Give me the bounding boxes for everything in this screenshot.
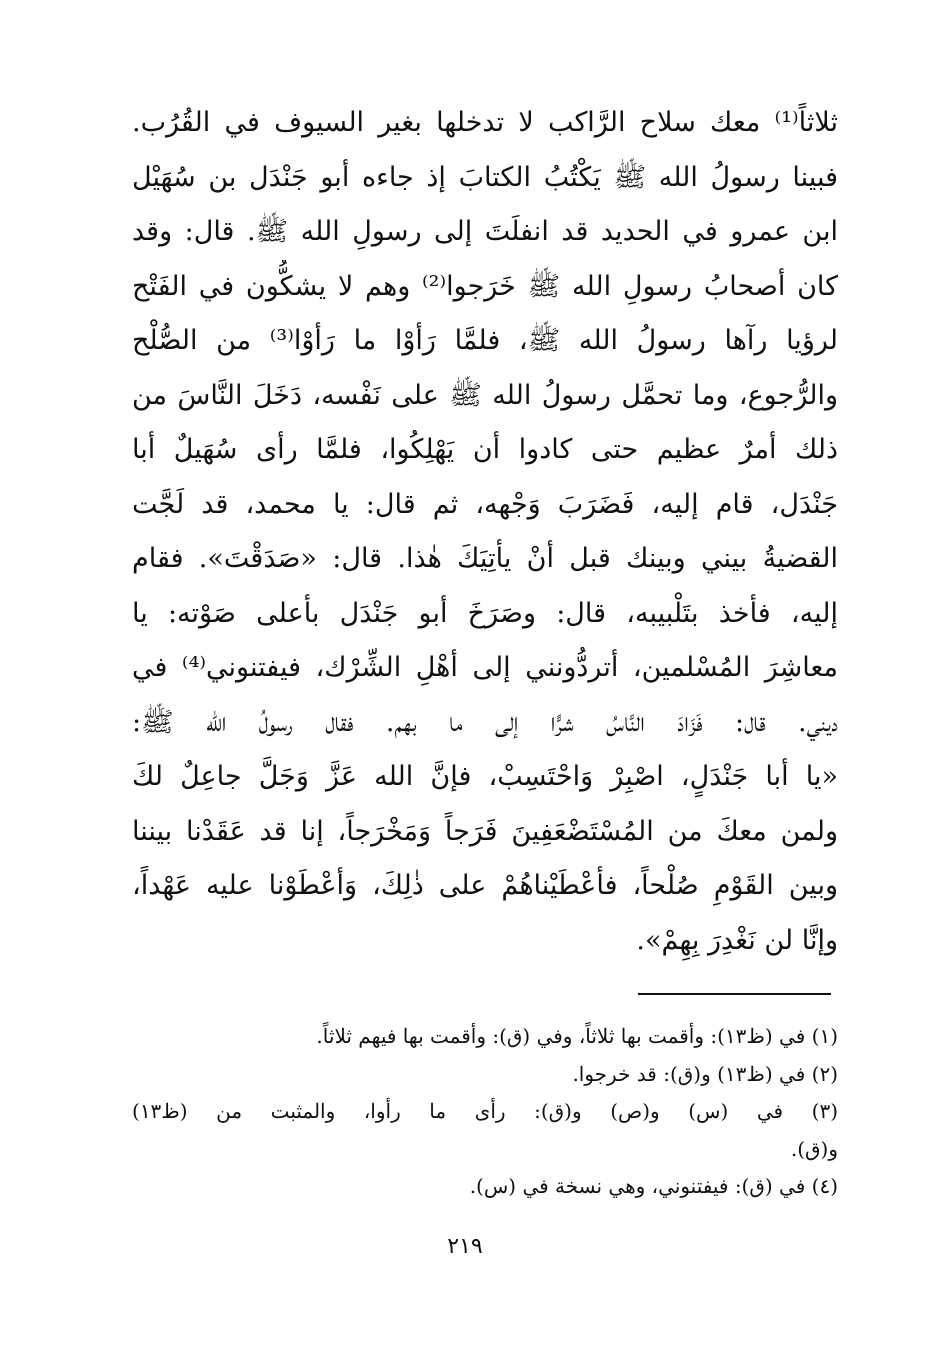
footnote-line: (١) في (ظ١٣): وأقمت بها ثلاثاً، وفي (ق): وأقمت بها فيهم ثلاثاً. [316, 1024, 838, 1048]
main-text [132, 96, 838, 968]
footnote-line: (٢) في (ظ١٣) و(ق): قد خرجوا. [572, 1061, 838, 1086]
text-line: وإنَّا لن نَغْدِرَ بِهِمْ». [636, 924, 838, 956]
text-line: ذلك أمرٌ عظيم حتى كادوا أن يَهْلِكُوا، فلمَّا رأى سُهَيلٌ أبا [132, 434, 838, 465]
text-line: ديني. قال: فَزَادَ النَّاسُ شرًّا إلى ما بهم. فقال رسولُ الله ﷺ: [132, 706, 838, 738]
text-line: جَنْدَل، قام إليه، فَضَرَبَ وَجْهه، ثم قال: يا محمد، قد لَجَّت [132, 488, 838, 520]
text-line: «يا أبا جَنْدَلٍ، اصْبِرْ وَاحْتَسِبْ، فإنَّ الله عَزَّ وَجَلَّ جاعِلٌ لكَ [132, 761, 838, 792]
footnote-line: (٤) في (ق): فيفتنوني، وهي نسخة في (س). [469, 1174, 838, 1198]
text-line: معاشِرَ المُسْلمين، أتردُّونني إلى أهْلِ الشِّرْك، فيفتنوني⁽⁴⁾ في [132, 652, 838, 683]
footnote-line: و(ق). [790, 1136, 838, 1161]
footnotes [132, 1018, 838, 1206]
text-line: كان أصحابُ رسولِ الله ﷺ خَرَجوا⁽²⁾ وهم لا يشكُّون في الفَتْح [132, 270, 838, 302]
text-line: إليه، فأخذ بتَلْبيبه، قال: وصَرَخَ أبو جَنْدَل بأعلى صَوْته: يا [132, 597, 838, 629]
page-number: ٢١٩ [447, 1234, 483, 1259]
footnote-line: (٣) في (س) و(ص) و(ق): رأى ما رأوا، والمثبت من (ظ١٣) [132, 1099, 838, 1123]
footnote-separator [638, 993, 831, 995]
text-line: ثلاثاً⁽¹⁾ معك سلاح الرَّاكب لا تدخلها بغير السيوف في القُرُب. [132, 107, 838, 138]
text-line: والرُّجوع، وما تحمَّل رسولُ الله ﷺ على نَفْسه، دَخَلَ النَّاسَ من [132, 379, 838, 411]
text-line: القضيةُ بيني وبينك قبل أنْ يأتِيَكَ هٰذا. قال: «صَدَقْتَ». فقام [132, 543, 838, 574]
text-line: وبين القَوْمِ صُلْحاً، فأعْطَيْناهُمْ على ذٰلِكَ، وَأعْطَوْنا عليه عَهْداً، [132, 870, 838, 901]
text-line: لرؤيا رآها رسولُ الله ﷺ، فلمَّا رَأوْا ما رَأوْا⁽³⁾ من الصُّلْح [132, 325, 838, 356]
text-line: ولمن معكَ من المُسْتَضْعَفِينَ فَرَجاً وَمَخْرَجاً، إنا قد عَقَدْنا بيننا [132, 815, 838, 847]
text-line: فبينا رسولُ الله ﷺ يَكْتُبُ الكتابَ إذ جاءه أبو جَنْدَل بن سُهَيْل [132, 161, 838, 193]
text-line: ابن عمرو في الحديد قد انفلَتَ إلى رسولِ الله ﷺ. قال: وقد [132, 216, 838, 247]
